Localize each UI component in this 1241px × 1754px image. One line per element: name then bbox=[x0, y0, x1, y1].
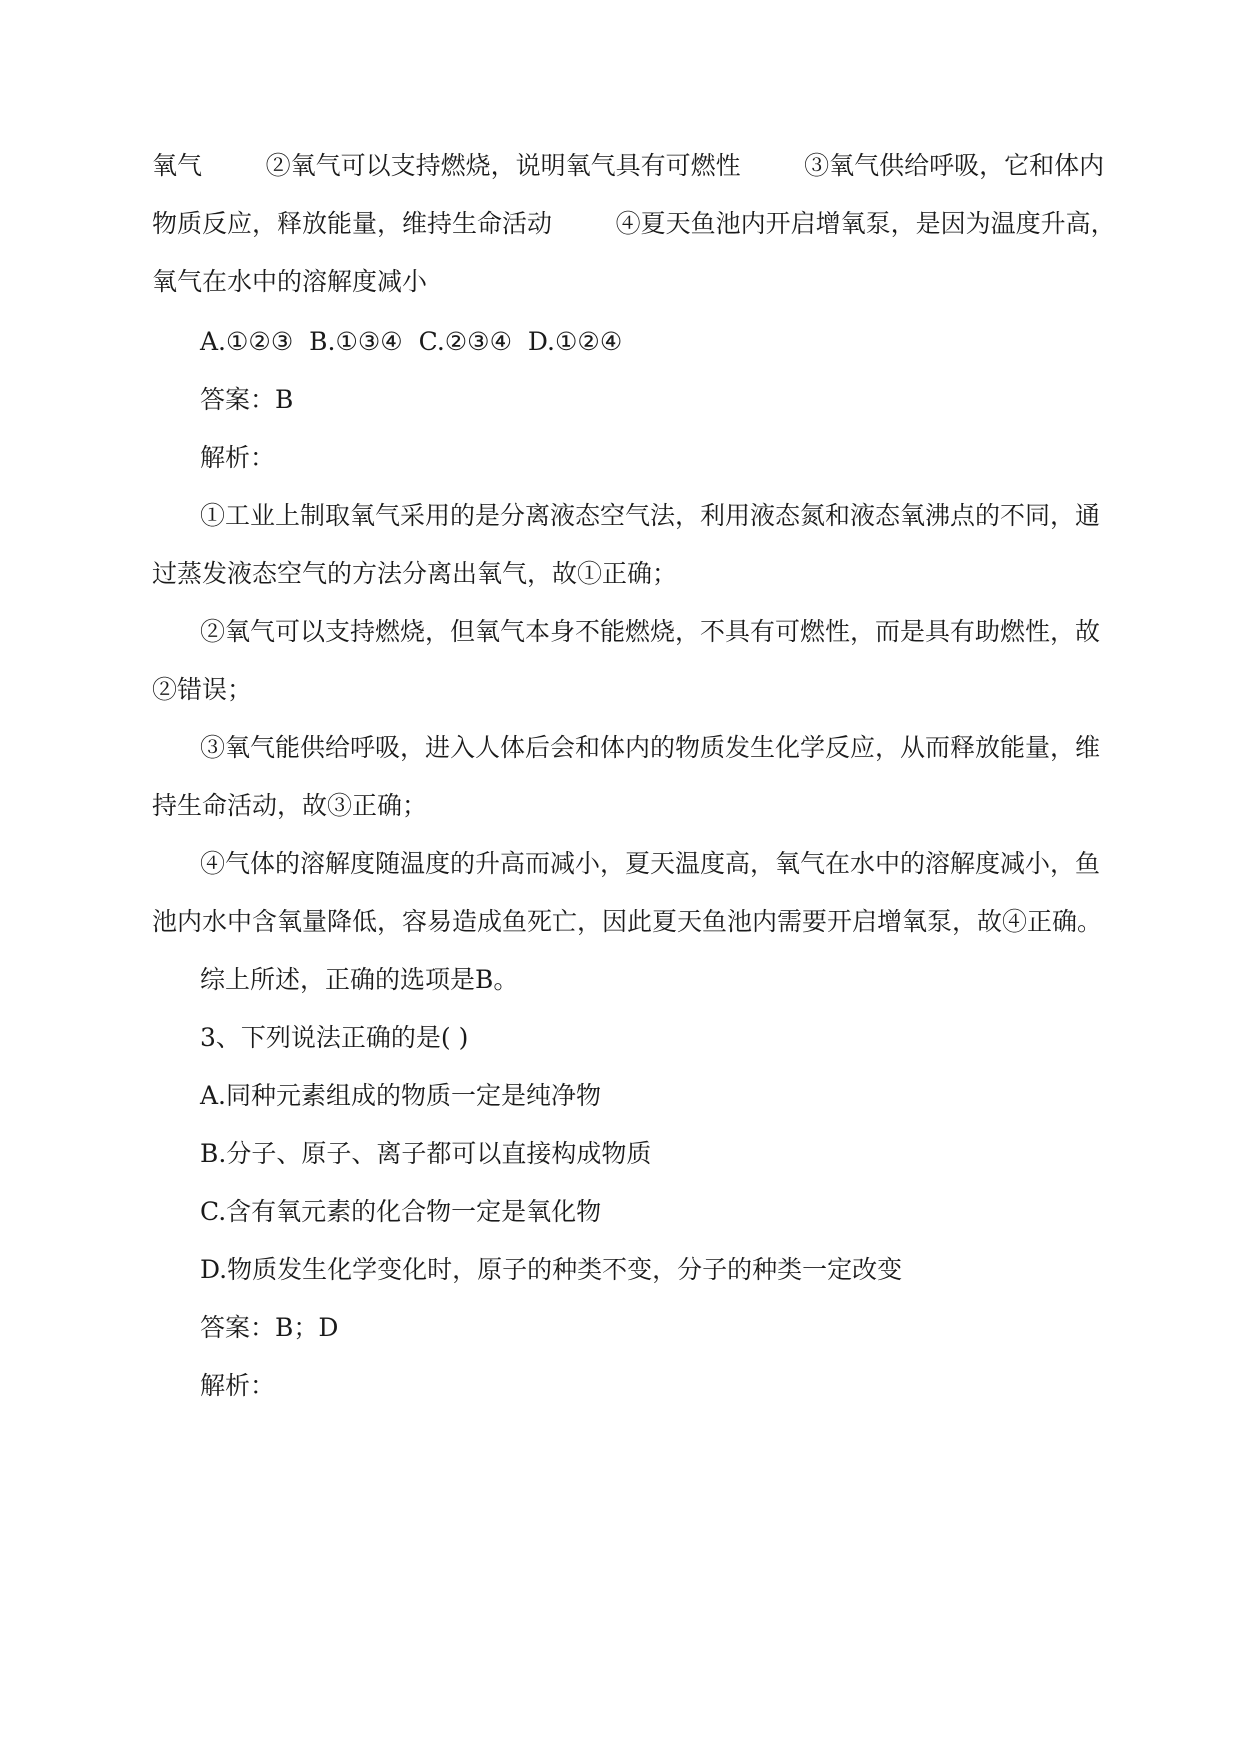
text-line: ②错误； bbox=[152, 675, 253, 704]
option-d: D.物质发生化学变化时，原子的种类不变，分子的种类一定改变 bbox=[200, 1255, 903, 1284]
option-a: A.同种元素组成的物质一定是纯净物 bbox=[200, 1081, 602, 1110]
analysis-heading: 解析： bbox=[200, 443, 276, 472]
answer-options: A.①②③ B.①③④ C.②③④ D.①②④ bbox=[200, 327, 623, 356]
text-line: 氧气在水中的溶解度减小 bbox=[152, 267, 428, 296]
text-line: 池内水中含氧量降低，容易造成鱼死亡，因此夏天鱼池内需要开启增氧泵，故④正确。 bbox=[152, 907, 1103, 936]
text-line: ③氧气能供给呼吸，进入人体后会和体内的物质发生化学反应，从而释放能量，维 bbox=[200, 733, 1101, 762]
summary-line: 综上所述，正确的选项是B。 bbox=[200, 965, 519, 994]
answer-line: 答案：B；D bbox=[200, 1313, 339, 1342]
text-line: 氧气 ②氧气可以支持燃烧，说明氧气具有可燃性 ③氧气供给呼吸，它和体内 bbox=[152, 151, 1105, 180]
option-b: B.分子、原子、离子都可以直接构成物质 bbox=[200, 1139, 652, 1168]
text-line: 持生命活动，故③正确； bbox=[152, 791, 428, 820]
answer-line: 答案：B bbox=[200, 385, 294, 414]
text-line: 物质反应，释放能量，维持生命活动 ④夏天鱼池内开启增氧泵，是因为温度升高， bbox=[152, 209, 1116, 238]
analysis-heading: 解析： bbox=[200, 1371, 276, 1400]
option-c: C.含有氧元素的化合物一定是氧化物 bbox=[200, 1197, 602, 1226]
text-line: ④气体的溶解度随温度的升高而减小，夏天温度高，氧气在水中的溶解度减小，鱼 bbox=[200, 849, 1101, 878]
text-line: 过蒸发液态空气的方法分离出氧气，故①正确； bbox=[152, 559, 678, 588]
text-line: ②氧气可以支持燃烧，但氧气本身不能燃烧，不具有可燃性，而是具有助燃性，故 bbox=[200, 617, 1101, 646]
question-title: 3、下列说法正确的是( ) bbox=[200, 1023, 469, 1052]
text-line: ①工业上制取氧气采用的是分离液态空气法，利用液态氮和液态氧沸点的不同，通 bbox=[200, 501, 1101, 530]
